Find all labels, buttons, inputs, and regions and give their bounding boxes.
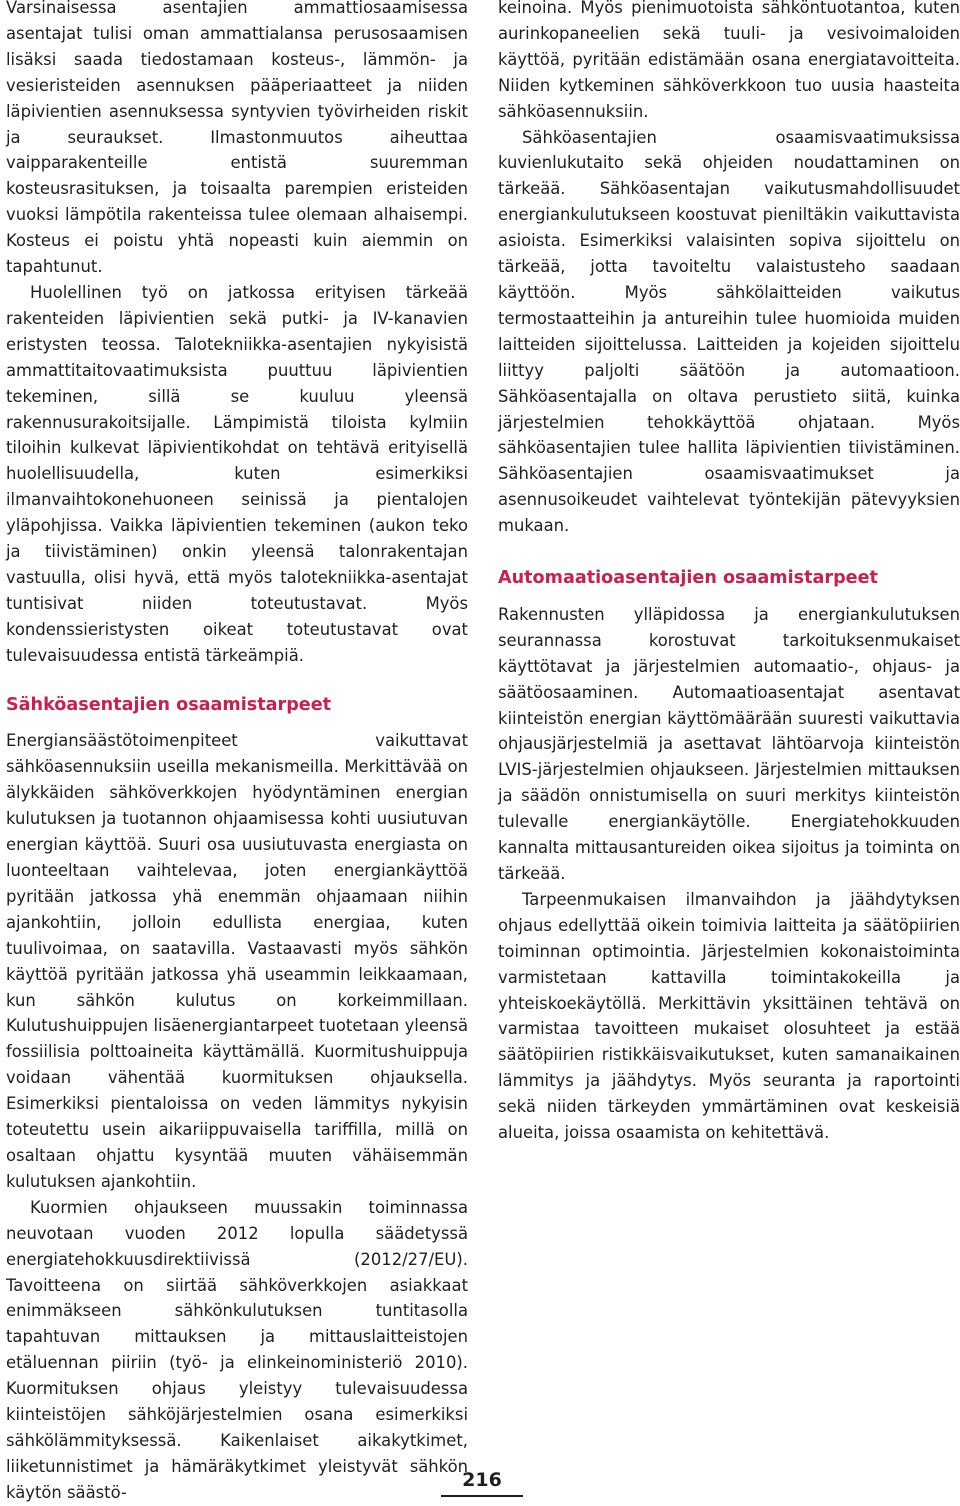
paragraph: Varsinaisessa asentajien ammattiosaamisessa asentajat tulisi oman ammattialansa perusosaamisen lisäksi saada tiedostamaan kosteus-, lämmön- ja vesieristeiden asennuksen pääperiaatteet ja niiden läpivientien asennuksessa syntyvien työvirheiden riskit ja seuraukset. Ilmastonmuutos aiheuttaa vaipparakenteille entistä suuremman kosteusrasituksen, ja toisaalta parempien eristeiden vuoksi lämpötila rakenteissa tulee olemaan alhaisempi. Kosteus ei poistu yhtä nopeasti kuin aiemmin on tapahtunut. xyxy=(6,0,468,277)
section-heading-automation: Automaatioasentajien osaamistarpeet xyxy=(498,568,878,589)
paragraph: Rakennusten ylläpidossa ja energiankulutuksen seurannassa korostuvat tarkoituksenmukaiset käyttötavat ja järjestelmien automaatio-, ohjaus- ja säätöosaaminen. Automaatioasentajat asentavat kiinteistön energian käyttömäärään suuresti vaikuttavia ohjausjärjestelmiä ja asettavat lähtöarvoja kiinteistön LVIS-järjestelmien ohjaukseen. Järjestelmien mittauksen ja säädön onnistumisella on suuri merkitys kiinteistön tulevalle energiankäytölle. Energiatehokkuuden kannalta mittausantureiden oikea sijoitus ja toiminta on tärkeää. xyxy=(498,604,960,883)
paragraph: Kuormien ohjaukseen muussakin toiminnassa neuvotaan vuoden 2012 lopulla säädetyssä energiatehokkuusdirektiivissä (2012/27/EU). Tavoitteena on siirtää sähköverkkojen asiakkaat enimmäkseen sähkönkulutuksen tuntitasolla tapahtuvan mittauksen ja mittauslaitteistojen etäluennan piiriin (työ- ja elinkeinoministeriö 2010). Kuormituksen ohjaus yleistyy tulevaisuudessa kiinteistöjen sähköjärjestelmien osana esimerkiksi sähkölämmityksessä. Kaikenlaiset aikakytkimet, liiketunnistimet ja hämäräkytkimet yleistyvät sähkön käytön säästö- xyxy=(6,1197,468,1502)
left-column xyxy=(6,0,468,1506)
paragraph: Energiansäästötoimenpiteet vaikuttavat sähköasennuksiin useilla mekanismeilla. Merkittävää on älykkäiden sähköverkkojen hyödyntäminen energian kulutuksen ja tuotannon ohjaamisessa kohti uusiutuvan energian käyttöä. Suuri osa uusiutuvasta energiasta on luonteeltaan vaihtelevaa, joten energiankäyttöä pyritään jatkossa yhä enemmän ohjaamaan niihin ajankohtiin, jolloin edullista energiaa, kuten tuulivoimaa, on saatavilla. Vastaavasti myös sähkön käyttöä pyritään jatkossa yhä useammin leikkaamaan, kun sähkön kulutus on korkeimmillaan. Kulutushuippujen lisäenergiantarpeet tuotetaan yleensä fossiilisia polttoaineita käyttämällä. Kuormitushuippuja voidaan vähentää kuormituksen ohjauksella. Esimerkiksi pientaloissa on veden lämmitys nykyisin toteutettu usein aikariippuvaisella tariffilla, millä on osaltaan ohjattu kysyntää muuten vähäisemmän kulutuksen ajankohtiin. xyxy=(6,731,468,1191)
section-heading-electricians: Sähköasentajien osaamistarpeet xyxy=(6,694,332,715)
paragraph: Sähköasentajien osaamisvaatimuksissa kuvienlukutaito sekä ohjeiden noudattaminen on tärkeää. Sähköasentajan vaikutusmahdollisuudet energiankulutukseen koostuvat pieniltäkin vaikuttavista asioista. Esimerkiksi valaisinten sopiva sijoittelu on tärkeää, jotta tavoiteltu valaistusteho saadaan käyttöön. Myös sähkölaitteiden vaikutus termostaatteihin ja antureihin tulee huomioida muiden laitteiden sijoittelussa. Laitteiden ja kojeiden sijoittelu liittyy paljolti säätöön ja automaatioon. Sähköasentajalla on oltava perustieto siitä, kuinka järjestelmien tehokkäyttöä ohjataan. Myös sähköasentajien tulee hallita läpivientien tiivistäminen. Sähköasentajien osaamisvaatimukset ja asennusoikeudet vaihtelevat työntekijän pätevyyksien mukaan. xyxy=(498,127,960,536)
paragraph: keinoina. Myös pienimuotoista sähköntuotantoa, kuten aurinkopaneelien sekä tuuli- ja vesivoimaloiden käyttöä, pyritään edistämään osana energiatavoitteita. Niiden kytkeminen sähköverkkoon tuo uusia haasteita sähköasennuksiin. xyxy=(498,0,960,121)
page-number: 216 xyxy=(441,1468,523,1497)
paragraph: Tarpeenmukaisen ilmanvaihdon ja jäähdytyksen ohjaus edellyttää oikein toimivia laitteita ja säätöpiirien toiminnan optimointia. Järjestelmien kokonaistoiminta varmistetaan kattavilla toimintakokeilla ja yhteiskoekäytöllä. Merkittävin yksittäinen tehtävä on varmistaa tavoitteen mukaiset olosuhteet ja estää säätöpiirien ristikkäisvaikutukset, kuten samanaikainen lämmitys ja jäähdytys. Myös seuranta ja raportointi sekä niiden tärkeyden ymmärtäminen ovat keskeisiä alueita, joissa osaamista on kehitettävä. xyxy=(498,889,960,1143)
right-column xyxy=(498,0,960,1146)
paragraph: Huolellinen työ on jatkossa erityisen tärkeää rakenteiden läpivientien sekä putki- ja IV-kanavien eristysten teossa. Talotekniikka-asentajien nykyisistä ammattitaitovaatimuksista puuttuu läpivientien tekeminen, sillä se kuuluu yleensä rakennusurakoitsijalle. Lämpimistä tiloista kylmiin tiloihin kulkevat läpivientikohdat on tehtävä erityisellä huolellisuudella, kuten esimerkiksi ilmanvaihtokonehuoneen seinissä ja pientalojen yläpohjissa. Vaikka läpivientien tekeminen (aukon teko ja tiivistäminen) onkin yleensä talonrakentajan vastuulla, olisi hyvä, että myös talotekniikka-asentajat tuntisivat niiden toteutustavat. Myös kondenssieristysten oikeat toteutustavat ovat tulevaisuudessa entistä tärkeämpiä. xyxy=(6,282,468,665)
